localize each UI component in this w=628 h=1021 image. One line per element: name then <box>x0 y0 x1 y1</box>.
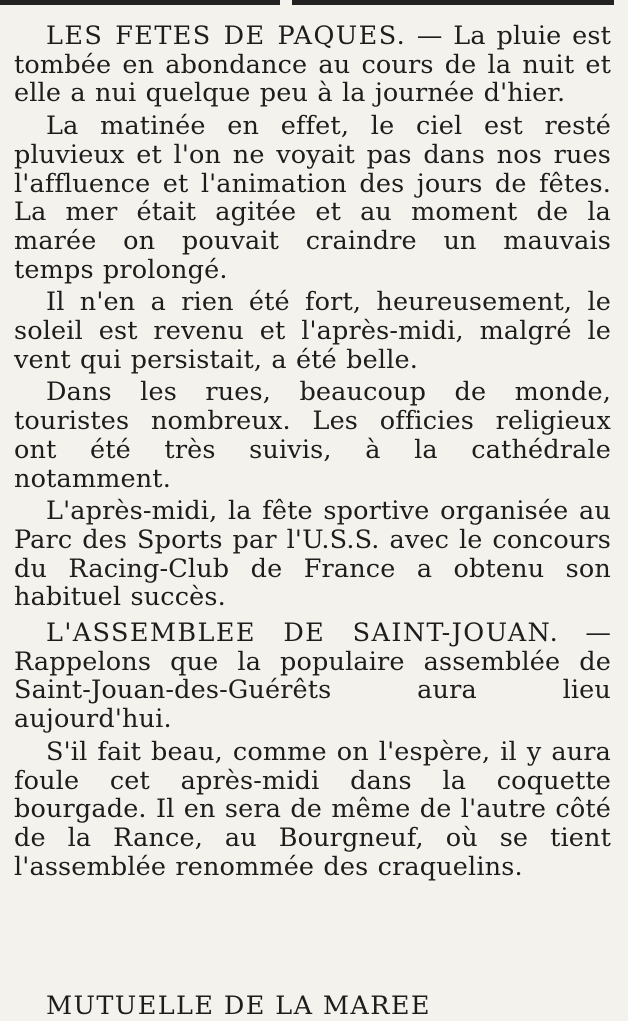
section1-lead-paragraph <box>14 22 611 108</box>
section2-lead-text: — Rappelons que la populaire assemblée de Saint-Jouan-des-Guérêts aura lieu aujourd'hui. <box>14 618 611 735</box>
next-headline-cutoff <box>46 991 606 1021</box>
column-rule-right <box>292 0 614 5</box>
column-rule-left <box>0 0 280 5</box>
section1-paragraph: Il n'en a rien été fort, heureusement, le soleil est revenu et l'après-midi, malgré le vent qui persistait, a été belle. <box>14 287 611 375</box>
section1-paragraph: La matinée en effet, le ciel est resté pluvieux et l'on ne voyait pas dans nos rues l'affluence et l'animation des jours de fêtes. La mer était agitée et au moment de la marée on pouvait craindre un mauvais temps prolongé. <box>14 111 611 285</box>
section2-lead-paragraph <box>14 619 611 734</box>
section1-paragraph: L'après-midi, la fête sportive organisée au Parc des Sports par l'U.S.S. avec le concours du Racing-Club de France a obtenu son habituel succès. <box>14 496 611 613</box>
section1-paragraph: Dans les rues, beaucoup de monde, touristes nombreux. Les officies religieux ont été très suivis, à la cathédrale notamment. <box>14 377 611 494</box>
newspaper-article <box>14 22 611 885</box>
section1-headline: LES FETES DE PAQUES. <box>46 21 407 51</box>
next-headline-fragment: MUTUELLE DE LA MAREE <box>46 991 431 1021</box>
section2-paragraph: S'il fait beau, comme on l'espère, il y aura foule cet après-midi dans la coquette bourgade. Il en sera de même de l'autre côté de la Rance, au Bourgneuf, où se tient l'assemblée renommée des craquelins. <box>14 736 611 882</box>
section1-lead-text: — La pluie est tombée en abondance au cours de la nuit et elle a nui quelque peu à la journée d'hier. <box>14 21 612 109</box>
section2-headline: L'ASSEMBLEE DE SAINT-JOUAN. <box>46 618 560 649</box>
top-column-rules <box>0 0 628 10</box>
